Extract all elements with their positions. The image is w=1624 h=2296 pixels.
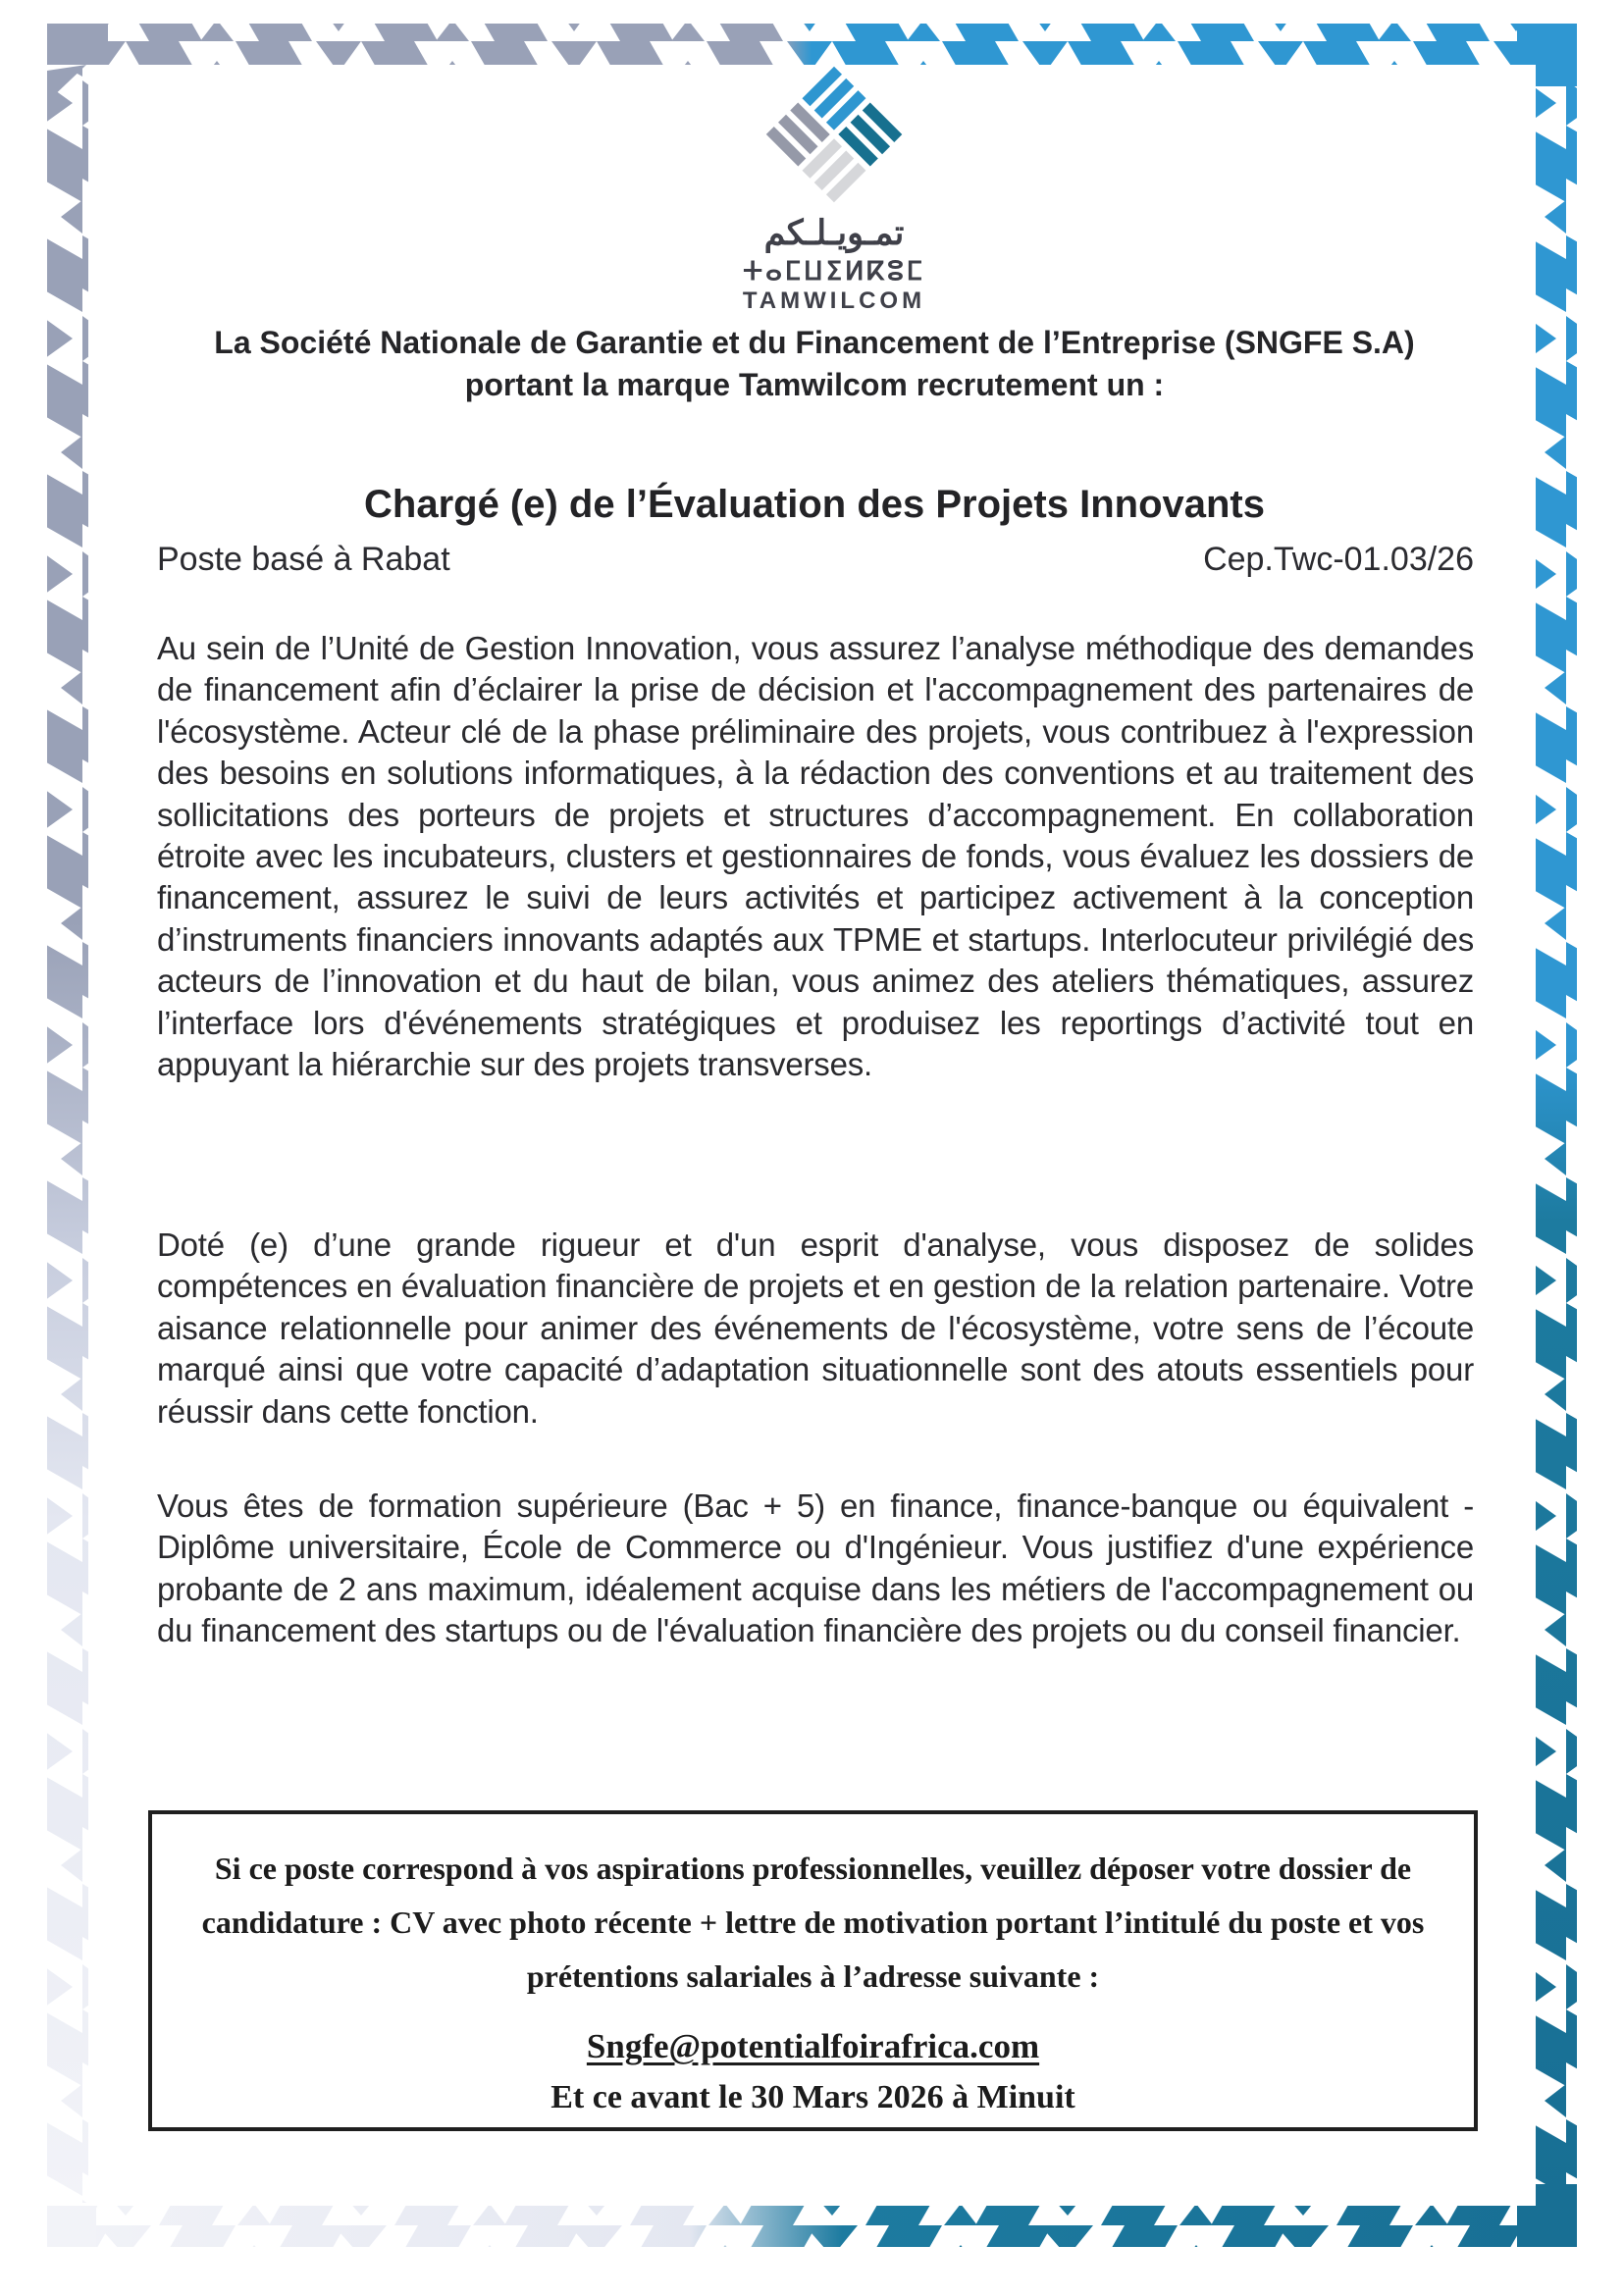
tamwilcom-logo [466, 61, 1202, 315]
company-header-line1: La Société Nationale de Garantie et du Financement de l’Entreprise (SNGFE S.A) [214, 325, 1415, 360]
logo-tifinagh-name: ⵜⴰⵎⵡⵉⵍⴽⵓⵎ [743, 256, 925, 286]
job-location: Poste basé à Rabat [157, 541, 450, 578]
application-deadline: Et ce avant le 30 Mars 2026 à Minuit [550, 2079, 1075, 2115]
border-top-band [47, 24, 1576, 65]
job-reference: Cep.Twc-01.03/26 [1203, 541, 1474, 578]
company-header [79, 322, 1550, 406]
tamwilcom-diamond-icon [751, 61, 917, 208]
logo-arabic-name: تمـويـلـكم [763, 214, 905, 252]
paragraph-qualifications: Vous êtes de formation supérieure (Bac + 5) en finance, finance-banque ou équivalent - Diplôme universitaire, École de Commerce ou d'Ingénieur. Vous justifiez d'une expérience probante de 2 ans maximum, idéalement acquise dans les métiers de l'accompagnement ou du financement des startups ou de l'évaluation financière des projets ou du conseil financier. [157, 1487, 1474, 1649]
border-corner-bottom-right [1517, 2184, 1577, 2247]
paragraph-responsibilities: Au sein de l’Unité de Gestion Innovation, vous assurez l’analyse méthodique des demandes de financement afin d’éclairer la prise de décision et l'accompagnement des partenaires de l'écosystème. Acteur clé de la phase préliminaire des projets, vous contribuez à l'expression des besoins en solutions informatiques, à la rédaction des conventions et au traitement des sollicitations des porteurs de projets et structures d’accompagnement. En collaboration étroite avec les incubateurs, clusters et gestionnaires de fonds, vous évaluez les dossiers de financement, assurez le suivi de leurs activités et participez activement à la conception d’instruments financiers innovants adaptés aux TPME et startups. Interlocuteur privilégié des acteurs de l’innovation et du haut de bilan, vous animez des ateliers thématiques, assurez l’interface lors d'événements stratégiques et produisez les reportings d’activité tout en appuyant la hiérarchie sur des projets transverses. [157, 630, 1474, 1083]
company-header-line2: portant la marque Tamwilcom recrutement un : [464, 367, 1165, 402]
application-box [148, 1810, 1478, 2131]
border-bottom-band [47, 2206, 1576, 2247]
paragraph-profile: Doté (e) d’une grande rigueur et d'un esprit d'analyse, vous disposez de solides compétences en évaluation financière de projets et en gestion de la relation partenaire. Votre aisance relationnelle pour animer des événements de l'écosystème, votre sens de l’écoute marqué ainsi que votre capacité d’adaptation situationnelle sont des atouts essentiels pour réussir dans cette fonction. [157, 1226, 1474, 1430]
application-email: Sngfe@potentialfoirafrica.com [586, 2027, 1040, 2065]
application-instructions: Si ce poste correspond à vos aspirations professionnelles, veuillez déposer votre dossier de candidature : CV avec photo récente + lettre de motivation portant l’intitulé du poste et vos prétentions salariales à l’adresse suivante : [201, 1851, 1425, 1994]
border-corner-bottom-left [47, 2206, 96, 2247]
job-title: Chargé (e) de l’Évaluation des Projets Innovants [364, 483, 1265, 526]
border-corner-top-left [47, 24, 108, 102]
logo-latin-name: TAMWILCOM [742, 287, 926, 314]
border-corner-top-right [1517, 24, 1577, 86]
